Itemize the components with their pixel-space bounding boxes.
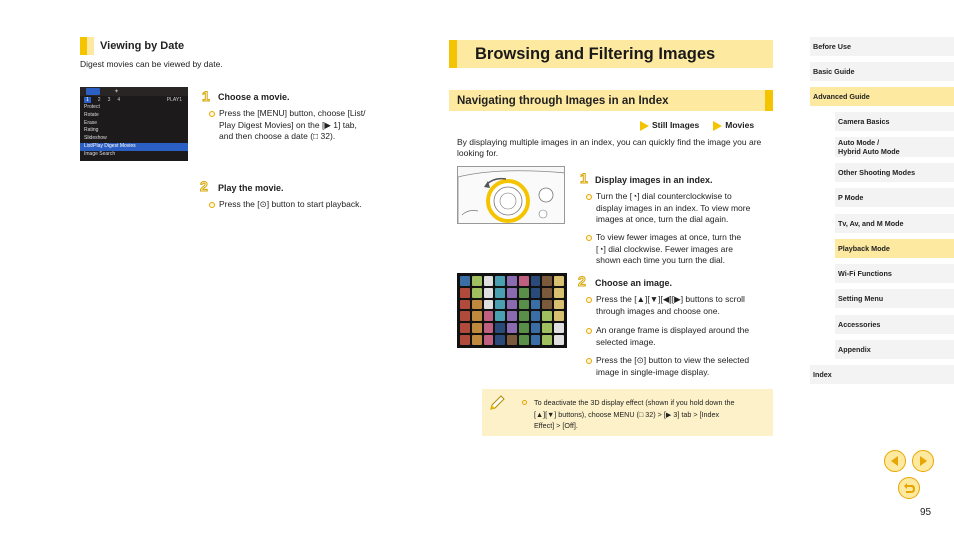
pencil-icon: [488, 394, 506, 417]
menu-tab-number: 2: [97, 97, 101, 103]
thumbnail-image: [460, 288, 470, 298]
thumbnail-image: [542, 323, 552, 333]
step-2-title: Choose an image.: [595, 278, 673, 288]
thumbnail-image: [495, 335, 505, 345]
section-heading-text: Navigating through Images in an Index: [457, 94, 669, 107]
thumbnail-image: [542, 276, 552, 286]
step-text-line: display images in an index. To view more: [596, 202, 751, 213]
note-line: To deactivate the 3D display effect (shown if you hold down the: [534, 398, 735, 407]
svg-text:2: 2: [200, 179, 208, 193]
svg-text:1: 1: [202, 89, 210, 103]
intro-text: By displaying multiple images in an index, you can quickly find the image you are looking for.: [457, 137, 762, 158]
playback-tab-icon: [86, 88, 100, 95]
sidebar-item-p-mode[interactable]: P Mode: [835, 188, 954, 207]
thumbnail-image: [542, 288, 552, 298]
step-text-line: Play Digest Movies] on the [▶ 1] tab,: [219, 119, 357, 130]
sidebar-item-setting-menu[interactable]: Setting Menu: [835, 289, 954, 308]
thumbnail-image: [484, 323, 494, 333]
menu-item-selected: List/Play Digest Movies: [80, 143, 188, 151]
menu-item: Image Search: [84, 150, 116, 157]
return-button[interactable]: [898, 477, 920, 499]
bullet-icon: [586, 358, 592, 364]
thumbnail-image: [472, 288, 482, 298]
step-text-line: Turn the [◔] dial counterclockwise to: [596, 191, 732, 201]
thumbnail-image: [531, 311, 541, 321]
thumbnail-image: [531, 335, 541, 345]
step-2-bullet-2: [586, 325, 776, 348]
thumbnail-image: [507, 335, 517, 345]
step-text-line: An orange frame is displayed around the: [596, 325, 750, 335]
thumbnail-image: [519, 288, 529, 298]
thumbnail-image: [531, 323, 541, 333]
return-icon: [902, 482, 916, 494]
thumbnail-image: [472, 300, 482, 310]
sidebar-item-before-use[interactable]: Before Use: [810, 37, 954, 56]
bullet-icon: [522, 400, 527, 405]
thumbnail-image: [554, 311, 564, 321]
prev-page-button[interactable]: [884, 450, 906, 472]
thumbnail-image: [554, 335, 564, 345]
sidebar-item-appendix[interactable]: Appendix: [835, 340, 954, 359]
section-subtitle: Digest movies can be viewed by date.: [80, 59, 223, 69]
mode-indicators: [640, 120, 754, 131]
mode-movies: Movies: [713, 120, 754, 131]
thumbnail-image: [554, 323, 564, 333]
note-line: [▲][▼] buttons), choose MENU (□ 32) > [▶ 3] tab > [Index: [534, 409, 720, 419]
arrow-right-icon: [918, 455, 928, 467]
thumbnail-image: [554, 276, 564, 286]
step-1-number-icon: [199, 89, 213, 108]
bullet-icon: [209, 202, 215, 208]
thumbnail-image: [531, 288, 541, 298]
thumbnail-image: [507, 288, 517, 298]
step-1-bullet-2: [586, 232, 776, 267]
sidebar-item-camera-basics[interactable]: Camera Basics: [835, 112, 954, 131]
step-text-line: To view fewer images at once, turn the: [596, 232, 742, 242]
thumbnail-image: [495, 311, 505, 321]
step-text-line: images at once, turn the dial again.: [596, 214, 729, 224]
menu-play-label: PLAY1: [166, 97, 182, 103]
thumbnail-image: [460, 323, 470, 333]
sidebar-item-tv-av-m-mode[interactable]: Tv, Av, and M Mode: [835, 214, 954, 233]
thumbnail-image: [542, 311, 552, 321]
step-1-bullet: [209, 108, 399, 143]
step-1-title: Choose a movie.: [218, 92, 290, 102]
thumbnail-image: [542, 335, 552, 345]
step-1-number-icon: [577, 171, 591, 190]
step-2-number-icon: [577, 274, 591, 293]
menu-item: Rotate: [84, 111, 99, 118]
bullet-icon: [586, 194, 592, 200]
thumbnail-image: [519, 323, 529, 333]
thumbnail-image: [495, 300, 505, 310]
thumbnail-image: [484, 335, 494, 345]
bullet-icon: [586, 235, 592, 241]
section-marker-icon: [80, 37, 94, 55]
menu-tab-number: 1: [86, 97, 89, 103]
bullet-icon: [586, 328, 592, 334]
thumbnail-image: [531, 300, 541, 310]
note-line: Effect] > [Off].: [534, 421, 578, 430]
sidebar-item-auto-mode[interactable]: Auto Mode / Hybrid Auto Mode: [835, 137, 954, 157]
step-text-line: selected image.: [596, 336, 656, 347]
thumbnail-image: [531, 276, 541, 286]
section-title-text: Viewing by Date: [100, 40, 185, 52]
triangle-icon: [640, 121, 649, 131]
section-heading: [449, 90, 773, 111]
step-2-bullet-1: [586, 294, 776, 317]
menu-item: Slideshow: [84, 135, 107, 142]
thumbnail-image: [460, 311, 470, 321]
note-box: [482, 389, 773, 436]
step-1-bullet-1: [586, 191, 776, 226]
step-text-line: Press the [▲][▼][◀][▶] buttons to scroll: [596, 294, 745, 304]
mode-still-images: Still Images: [640, 120, 699, 131]
thumbnail-image: [519, 276, 529, 286]
bullet-icon: [586, 297, 592, 303]
note-text: [522, 397, 767, 432]
thumbnail-image: [495, 288, 505, 298]
page-number: 95: [920, 507, 932, 518]
menu-tab-number: 3: [107, 97, 111, 103]
thumbnail-image: [460, 276, 470, 286]
thumbnail-image: [495, 323, 505, 333]
sidebar-item-accessories[interactable]: Accessories: [835, 315, 954, 334]
section-title-viewing-by-date: [80, 36, 420, 56]
step-1-title: Display images in an index.: [595, 175, 713, 185]
step-text-line: Press the [⊙] button to view the selected: [596, 355, 750, 365]
sidebar-item-other-shooting-modes[interactable]: Other Shooting Modes: [835, 163, 954, 182]
step-2-bullet-3: [586, 355, 776, 378]
step-text-line: image in single-image display.: [596, 366, 710, 377]
thumbnail-image: [507, 300, 517, 310]
sidebar-item-wifi-functions[interactable]: Wi-Fi Functions: [835, 264, 954, 283]
step-text-line: and then choose a date (□ 32).: [219, 131, 336, 141]
thumbnail-image: [507, 323, 517, 333]
svg-text:2: 2: [578, 274, 586, 288]
triangle-icon: [713, 121, 722, 131]
thumbnail-image: [484, 276, 494, 286]
thumbnail-image: [507, 276, 517, 286]
arrow-left-icon: [890, 455, 900, 467]
thumbnail-image: [484, 300, 494, 310]
camera-menu-screenshot: [80, 87, 188, 161]
step-text-line: Press the [⊙] button to start playback.: [219, 199, 362, 209]
sidebar-item-advanced-guide[interactable]: Advanced Guide: [810, 87, 954, 106]
step-text-line: through images and choose one.: [596, 305, 720, 316]
thumbnail-image: [519, 311, 529, 321]
step-2-number-icon: [199, 179, 213, 198]
step-2-title: Play the movie.: [218, 183, 284, 193]
menu-item: Erase: [84, 119, 98, 126]
thumbnail-image: [519, 335, 529, 345]
thumbnail-image: [472, 335, 482, 345]
sidebar-item-basic-guide[interactable]: Basic Guide: [810, 62, 954, 81]
index-thumbnail-grid: [457, 273, 567, 348]
thumbnail-image: [472, 311, 482, 321]
thumbnail-image: [519, 300, 529, 310]
bullet-icon: [209, 111, 215, 117]
svg-text:1: 1: [580, 171, 588, 185]
thumbnail-image: [472, 276, 482, 286]
step-text-line: [◔] dial clockwise. Fewer images are: [596, 243, 733, 254]
thumbnail-image: [472, 323, 482, 333]
thumbnail-image: [484, 311, 494, 321]
thumbnail-image: [460, 335, 470, 345]
thumbnail-image: [495, 276, 505, 286]
next-page-button[interactable]: [912, 450, 934, 472]
camera-dial-illustration: [457, 166, 565, 224]
step-text-line: Press the [MENU] button, choose [List/: [219, 108, 366, 118]
menu-tab-number: 4: [117, 97, 121, 103]
menu-item: Rating: [84, 127, 99, 134]
thumbnail-image: [507, 311, 517, 321]
page-title: [449, 40, 773, 68]
thumbnail-image: [554, 300, 564, 310]
thumbnail-image: [460, 300, 470, 310]
page-title-text: Browsing and Filtering Images: [475, 44, 716, 63]
step-2-bullet: [209, 199, 399, 211]
thumbnail-image: [484, 288, 494, 298]
step-text-line: shown each time you turn the dial.: [596, 255, 725, 265]
wrench-icon: ✦: [114, 88, 120, 95]
sidebar-item-index[interactable]: Index: [810, 365, 954, 384]
menu-item: Protect: [84, 104, 100, 110]
thumbnail-image: [554, 288, 564, 298]
thumbnail-image: [542, 300, 552, 310]
sidebar-item-playback-mode[interactable]: Playback Mode: [835, 239, 954, 258]
